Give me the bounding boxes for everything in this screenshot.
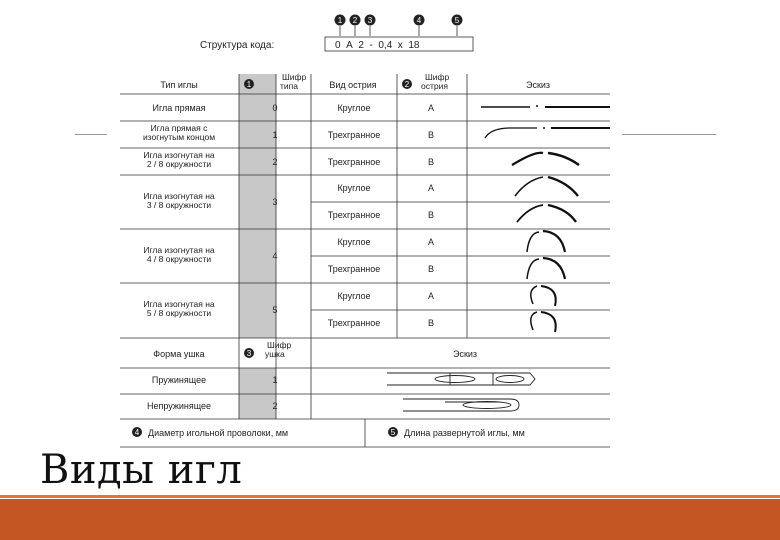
row-4-code: 4 xyxy=(272,251,278,261)
row-5-code: 5 xyxy=(272,305,278,315)
sketch-nonspring-eye xyxy=(403,399,519,411)
left-decor-line xyxy=(75,134,107,135)
sketch-5-8-circle-round xyxy=(531,286,556,306)
row-5-point-kind-b: Трехгранное xyxy=(327,318,381,328)
table2-header xyxy=(153,340,477,359)
right-decor-line xyxy=(622,134,716,135)
legend-needle-length: Длина развернутой иглы, мм xyxy=(404,428,525,438)
row-4-type: Игла изогнутая на 4 / 8 окружности xyxy=(143,245,215,264)
eye-row-0-form: Пружинящее xyxy=(151,375,207,385)
type-code-column-shading xyxy=(239,74,276,338)
sketch-3-8-circle-round xyxy=(515,177,578,196)
row-4-point-kind-a: Круглое xyxy=(337,237,371,247)
code-structure-label: Структура кода: xyxy=(200,40,275,51)
eye-sketches xyxy=(387,373,535,411)
header-eye-sketch: Эскиз xyxy=(452,349,478,359)
legend-wire-diameter: Диаметр игольной проволоки, мм xyxy=(148,428,289,438)
row-3-code: 3 xyxy=(272,197,278,207)
needle-sketches xyxy=(481,105,610,332)
header-marker-3: 3 xyxy=(246,349,252,358)
row-1-code: 1 xyxy=(272,130,278,140)
slide-title: Виды игл xyxy=(40,447,243,493)
row-1-point-code: В xyxy=(427,130,435,140)
row-2-point-code: В xyxy=(427,157,435,167)
marker-2: 2 xyxy=(352,16,358,25)
row-0-type: Игла прямая xyxy=(152,103,206,113)
sketch-5-8-circle-triangle xyxy=(531,312,556,332)
row-3-point-kind-b: Трехгранное xyxy=(327,210,381,220)
row-1-point-kind: Трехгранное xyxy=(327,130,381,140)
sketch-4-8-circle-triangle xyxy=(527,258,565,279)
row-4-point-code-b: В xyxy=(427,264,435,274)
marker-1: 1 xyxy=(337,16,343,25)
row-3-point-code-b: В xyxy=(427,210,435,220)
row-5-point-kind-a: Круглое xyxy=(337,291,371,301)
row-2-type: Игла изогнутая на 2 / 8 окружности xyxy=(143,150,215,169)
row-1-type: Игла прямая с изогнутым концом xyxy=(142,123,216,142)
row-4-point-kind-b: Трехгранное xyxy=(327,264,381,274)
row-3-type: Игла изогнутая на 3 / 8 окружности xyxy=(143,191,215,210)
marker-3: 3 xyxy=(367,16,373,25)
code-structure-value: 0 А 2 - 0,4 x 18 xyxy=(335,40,420,51)
header-type-code: Шифр типа xyxy=(280,72,307,91)
sketch-3-8-circle-triangle xyxy=(517,205,576,222)
row-3-point-code-a: А xyxy=(427,183,435,193)
code-structure-header xyxy=(200,15,473,52)
sketch-2-8-circle xyxy=(512,153,579,165)
header-point-code: Шифр острия xyxy=(421,72,450,91)
row-4-point-code-a: А xyxy=(427,237,435,247)
row-0-point-code: А xyxy=(427,103,435,113)
header-needle-type: Тип иглы xyxy=(160,80,198,90)
row-2-point-kind: Трехгранное xyxy=(327,157,381,167)
footer-bar xyxy=(0,499,780,540)
table1-header xyxy=(160,72,550,91)
needle-classification-table xyxy=(115,10,615,450)
eye-code-column-shading xyxy=(239,368,276,419)
code-markers xyxy=(335,15,463,26)
sketch-straight xyxy=(481,105,610,107)
eye-row-1-code: 2 xyxy=(272,401,278,411)
marker-5: 5 xyxy=(454,16,460,25)
eye-row-1-form: Непружинящее xyxy=(146,401,212,411)
header-eye-code: Шифр ушка xyxy=(265,340,292,359)
row-0-point-kind: Круглое xyxy=(337,103,371,113)
header-eye-form: Форма ушка xyxy=(153,349,205,359)
row-3-point-kind-a: Круглое xyxy=(337,183,371,193)
sketch-4-8-circle-round xyxy=(527,231,565,252)
row-5-type: Игла изогнутая на 5 / 8 окружности xyxy=(143,299,215,318)
code-legend xyxy=(132,427,525,438)
header-point-type: Вид острия xyxy=(329,80,377,90)
eye-row-0-code: 1 xyxy=(272,375,278,385)
marker-4: 4 xyxy=(416,16,422,25)
footer-accent-line xyxy=(0,495,780,498)
sketch-spring-eye xyxy=(387,373,535,385)
header-marker-1: 1 xyxy=(246,80,252,89)
header-marker-2: 2 xyxy=(404,80,410,89)
legend-marker-5: 5 xyxy=(390,428,396,437)
legend-marker-4: 4 xyxy=(134,428,140,437)
row-5-point-code-b: В xyxy=(427,318,435,328)
row-0-code: 0 xyxy=(272,103,278,113)
header-sketch: Эскиз xyxy=(525,80,551,90)
row-2-code: 2 xyxy=(272,157,278,167)
row-5-point-code-a: А xyxy=(427,291,435,301)
sketch-straight-curved-end xyxy=(485,127,610,138)
table1-rows xyxy=(143,103,434,328)
